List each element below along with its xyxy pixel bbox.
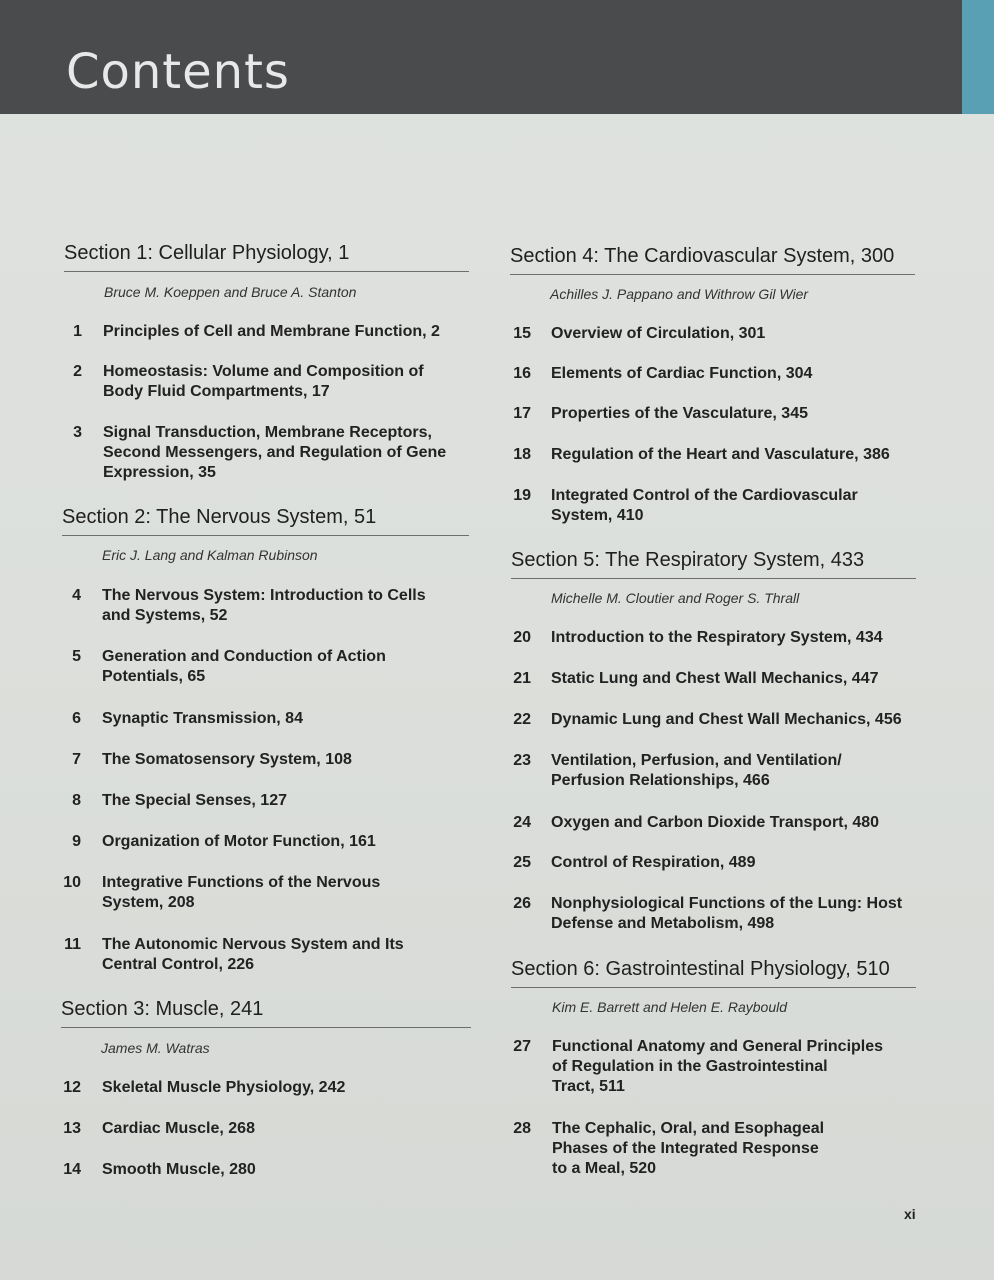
chapter-number: 7 xyxy=(72,751,81,768)
toc-entry[interactable] xyxy=(491,404,808,424)
chapter-number: 9 xyxy=(72,833,81,850)
toc-entry[interactable] xyxy=(491,894,902,934)
chapter-number: 4 xyxy=(72,587,81,604)
section-heading: Section 1: Cellular Physiology, 1 xyxy=(64,242,469,272)
chapter-number: 8 xyxy=(72,792,81,809)
chapter-title: Smooth Muscle, 280 xyxy=(102,1161,256,1178)
chapter-title: Signal Transduction, Membrane Receptors, Second Messengers, and Regulation of Gene Expression, 35 xyxy=(103,424,447,481)
chapter-title: Introduction to the Respiratory System, 434 xyxy=(551,629,883,646)
toc-entry[interactable] xyxy=(491,813,879,833)
toc-entry[interactable] xyxy=(41,1160,256,1180)
toc-entry[interactable] xyxy=(491,364,812,384)
chapter-number: 16 xyxy=(513,365,531,382)
chapter-title: Integrated Control of the Cardiovascular System, 410 xyxy=(551,487,858,524)
chapter-title: Regulation of the Heart and Vasculature, 386 xyxy=(551,446,890,463)
chapter-title: Static Lung and Chest Wall Mechanics, 447 xyxy=(551,670,879,687)
chapter-title: The Somatosensory System, 108 xyxy=(102,751,352,768)
header-band xyxy=(0,0,962,114)
section-authors: Eric J. Lang and Kalman Rubinson xyxy=(102,547,318,563)
chapter-title: Ventilation, Perfusion, and Ventilation/ Perfusion Relationships, 466 xyxy=(551,752,842,789)
chapter-number: 22 xyxy=(513,711,531,728)
chapter-title: Synaptic Transmission, 84 xyxy=(102,710,303,727)
section-heading: Section 3: Muscle, 241 xyxy=(61,998,471,1028)
toc-entry[interactable] xyxy=(491,1119,824,1179)
chapter-title: Principles of Cell and Membrane Function, 2 xyxy=(103,323,440,340)
section-authors: Kim E. Barrett and Helen E. Raybould xyxy=(552,999,788,1015)
chapter-title: Oxygen and Carbon Dioxide Transport, 480 xyxy=(551,814,880,831)
toc-entry[interactable] xyxy=(42,423,446,483)
toc-entry[interactable] xyxy=(41,709,303,729)
chapter-number: 10 xyxy=(63,874,81,891)
chapter-number: 3 xyxy=(73,424,82,441)
toc-entry[interactable] xyxy=(41,647,386,687)
toc-entry[interactable] xyxy=(42,362,424,402)
chapter-title: Elements of Cardiac Function, 304 xyxy=(551,365,813,382)
chapter-number: 26 xyxy=(513,895,531,912)
toc-entry[interactable] xyxy=(491,751,842,791)
section-heading: Section 6: Gastrointestinal Physiology, 510 xyxy=(511,958,916,988)
toc-entry[interactable] xyxy=(491,853,755,873)
chapter-number: 14 xyxy=(63,1161,81,1178)
toc-entry[interactable] xyxy=(491,445,890,465)
section-heading: Section 2: The Nervous System, 51 xyxy=(62,506,469,536)
toc-entry[interactable] xyxy=(41,1078,345,1098)
toc-entry[interactable] xyxy=(42,322,440,342)
chapter-title: Homeostasis: Volume and Composition of Body Fluid Compartments, 17 xyxy=(103,363,424,400)
chapter-title: Properties of the Vasculature, 345 xyxy=(551,405,808,422)
chapter-number: 23 xyxy=(513,752,531,769)
chapter-number: 11 xyxy=(64,936,81,953)
chapter-number: 13 xyxy=(63,1120,81,1137)
chapter-title: Generation and Conduction of Action Potentials, 65 xyxy=(102,648,386,685)
chapter-title: Control of Respiration, 489 xyxy=(551,854,756,871)
chapter-number: 17 xyxy=(513,405,531,422)
chapter-title: Organization of Motor Function, 161 xyxy=(102,833,376,850)
toc-entry[interactable] xyxy=(491,669,878,689)
chapter-number: 18 xyxy=(513,446,531,463)
chapter-title: The Nervous System: Introduction to Cells and Systems, 52 xyxy=(102,587,426,624)
chapter-number: 21 xyxy=(513,670,531,687)
chapter-number: 6 xyxy=(72,710,81,727)
chapter-number: 2 xyxy=(73,363,82,380)
chapter-title: Dynamic Lung and Chest Wall Mechanics, 456 xyxy=(551,711,902,728)
chapter-title: Overview of Circulation, 301 xyxy=(551,325,766,342)
section-heading: Section 4: The Cardiovascular System, 300 xyxy=(510,245,915,275)
page-title: Contents xyxy=(66,44,290,100)
chapter-number: 27 xyxy=(513,1038,531,1055)
accent-strip xyxy=(962,0,994,114)
toc-entry[interactable] xyxy=(41,832,376,852)
chapter-number: 1 xyxy=(73,323,82,340)
chapter-title: The Special Senses, 127 xyxy=(102,792,287,809)
chapter-title: Cardiac Muscle, 268 xyxy=(102,1120,255,1137)
chapter-number: 20 xyxy=(513,629,531,646)
page-number: xi xyxy=(904,1206,916,1222)
toc-entry[interactable] xyxy=(491,710,902,730)
chapter-number: 5 xyxy=(72,648,81,665)
toc-entry[interactable] xyxy=(491,486,858,526)
chapter-number: 12 xyxy=(63,1079,81,1096)
chapter-title: Integrative Functions of the Nervous System, 208 xyxy=(102,874,381,911)
chapter-title: Skeletal Muscle Physiology, 242 xyxy=(102,1079,346,1096)
chapter-number: 24 xyxy=(513,814,531,831)
section-heading: Section 5: The Respiratory System, 433 xyxy=(511,549,916,579)
toc-entry[interactable] xyxy=(491,1037,883,1097)
chapter-title: Nonphysiological Functions of the Lung: Host Defense and Metabolism, 498 xyxy=(551,895,903,932)
chapter-number: 15 xyxy=(513,325,531,342)
section-authors: James M. Watras xyxy=(101,1040,210,1056)
toc-entry[interactable] xyxy=(41,750,352,770)
chapter-number: 28 xyxy=(513,1120,531,1137)
chapter-title: Functional Anatomy and General Principles of Regulation in the Gastrointestinal Tract, 511 xyxy=(552,1038,884,1095)
section-authors: Achilles J. Pappano and Withrow Gil Wier xyxy=(550,286,809,302)
chapter-title: The Cephalic, Oral, and Esophageal Phases of the Integrated Response to a Meal, 520 xyxy=(552,1120,825,1177)
section-authors: Bruce M. Koeppen and Bruce A. Stanton xyxy=(104,284,357,300)
section-authors: Michelle M. Cloutier and Roger S. Thrall xyxy=(551,590,800,606)
toc-entry[interactable] xyxy=(41,935,404,975)
chapter-number: 19 xyxy=(513,487,531,504)
toc-entry[interactable] xyxy=(491,628,883,648)
toc-entry[interactable] xyxy=(491,324,765,344)
toc-entry[interactable] xyxy=(41,586,426,626)
toc-entry[interactable] xyxy=(41,873,380,913)
toc-entry[interactable] xyxy=(41,1119,255,1139)
chapter-title: The Autonomic Nervous System and Its Central Control, 226 xyxy=(102,936,404,973)
toc-entry[interactable] xyxy=(41,791,287,811)
chapter-number: 25 xyxy=(513,854,531,871)
